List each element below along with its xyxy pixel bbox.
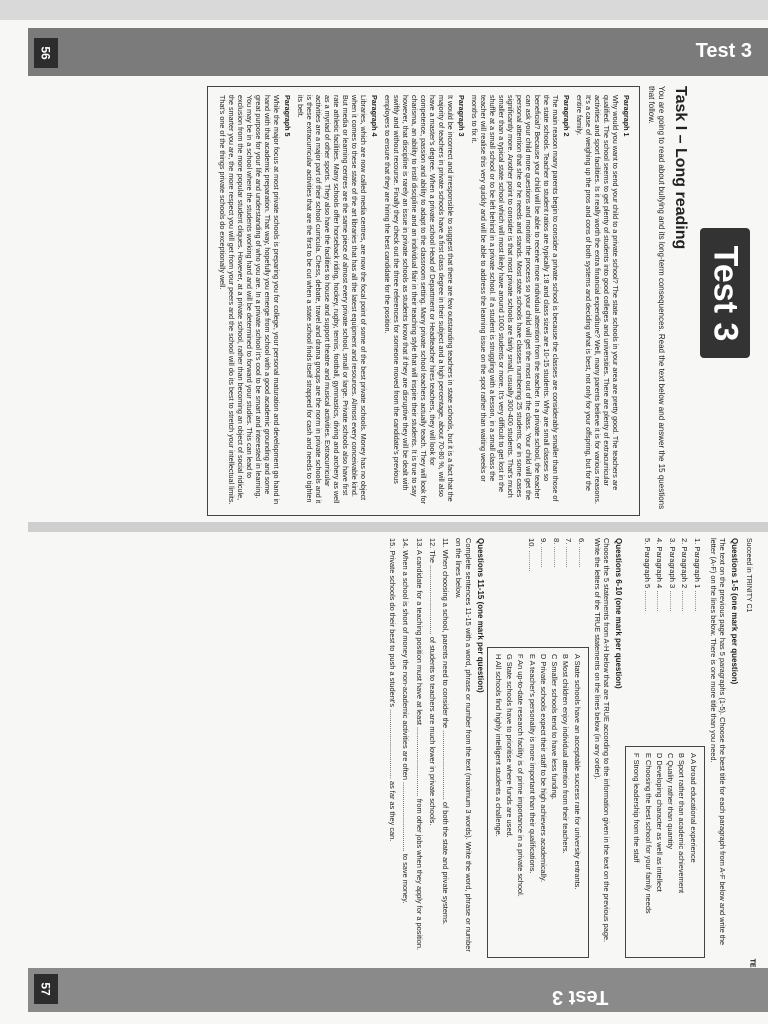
answer-line[interactable]: 2. Paragraph 2 .......... [680,538,690,612]
paragraph-text: While the major focus at most private schools is preparing you for college, your personal maturation and development go hand in hand with that academic preparation. That way, hopefully you emerge from school with a good academic grounding and some great purpose for your life and understanding of who you are. In a private school it's cool to be smart and interested in learning. You may be in a school where the students working hard and will be determined to forward your studies. This can lead to exclusion from the more popular student cliques. However, at a private school, rather than becoming an object of social ridicule, the smarter you are, the more respect you will get from your peers and the school will do its best to stretch your intellectual limits. That's one of the things private schools do exceptionally well. [218,95,281,505]
paragraph-text: The main reason many parents begin to consider a private school is because the classes are considerably smaller than those of the state schools. Teacher to student ratios are typically 1:8 and class sizes are 10-15 students. Why are small classes so beneficial? Because your child will be able to receive more individual attention from the teacher. In a private school, the teacher can ask your child more questions and monitor the process so your child will get the most out of the class. Your child will get the personal attention that she or he needs and stands. Most state schools have classes numbering 25 students, or in some cases significantly more. Another point to consider is that most private schools are fairly small, usually 300-400 students. That's much smaller than a typical state school which will most likely have around 1000 students or more. It's very difficult to get lost in the shuffle at a small school or to be left behind in a private school. If a student is struggling with a lesson, in a small class the teacher will realise this very quickly and will be able to address the learning issue on the spot rather than waiting weeks or months to fix it. [470,95,560,502]
answer-line[interactable]: 7. .......... [564,538,574,568]
answer-lines [625,538,705,736]
statement-item: F An up-to-date research facility is of prime importance in a private school. [516,654,526,897]
course-label: Succeed in TRINITY C1 [745,538,752,613]
questions-1-5-row [625,538,705,958]
questions-6-10-instructions: Choose the 5 statements from A-H below that are TRUE according to the information given in the text on the previous page. Write the letters of the TRUE statements on the lines below (in any order). [593,538,612,943]
answer-line[interactable]: 6. .......... [576,538,586,568]
answer-line[interactable]: 4. Paragraph 4 .......... [655,538,665,612]
questions-1-5-heading: Questions 1-5 (one mark per question) [730,538,740,685]
sentence-item[interactable]: 11. When choosing a school, parents need to consider the .................................. of both the state and private systems. [441,538,451,925]
questions-11-15-heading: Questions 11-15 (one mark per question) [475,538,485,693]
questions-6-10-row [487,538,589,958]
statement-item: G State schools have to prioritise where funds are used. [505,654,515,838]
statement-item: H All schools find highly intelligent students a challenge. [494,654,503,837]
option-item: C Quality rather than quantity [666,753,676,850]
paragraph-text: Why would you want to send your child to a private school? The state schools in your area are pretty good. The teachers are qualified. The school seems to get plenty of students into good colleges and universities. There are plenty of extracurricular activities and sport facilities. Is it really worth the extra financial expenditure? Well, many parents believe it is for various reasons. It's a case of weighing up the pros and cons of both systems and deciding what is best, not only for your offspring, but for the entire family. [575,95,620,504]
answer-lines [487,538,589,637]
statement-item: A State schools have an acceptable success rate for university entrants. [572,654,582,890]
questions-1-5-instructions: The text on the previous page has 5 paragraphs (1-5). Choose the best title for each paragraph from A-F below and write the letter (A-F) on the lines below. There is one more title than you need. [709,538,728,946]
questions-6-10-heading: Questions 6-10 (one mark per question) [614,538,624,689]
sentence-item[interactable]: 12. The .................................. of students to teachers are much lower in private schools. [428,538,437,826]
scan-edge [0,0,768,20]
header-title: Test 3 [695,40,752,62]
reading-page [90,86,690,516]
paragraph-title: Paragraph 4 [370,95,379,137]
answer-line[interactable]: 8. .......... [551,538,561,568]
footer-title: Test 3 [552,986,609,1008]
paragraph-title: Paragraph 3 [457,95,466,137]
task-title: Task I – Long reading [672,86,689,250]
paragraph-title: Paragraph 2 [562,95,571,137]
answer-line[interactable]: 10. .......... [526,538,536,572]
option-item: B Sport rather than academic achievement [677,753,687,894]
answer-line[interactable]: 3. Paragraph 3 .......... [667,538,677,612]
title-options-box [625,746,705,958]
option-item: F Strong leadership from the staff [632,753,642,863]
statement-item: B Most children enjoy individual attention from their teachers. [561,654,571,854]
questions-page [82,538,752,958]
statement-item: E A teacher's personality is more important than their qualifications. [527,654,537,874]
sentence-item[interactable]: 15. Private schools do their best to push a student's .................................. as far as they can. [388,538,398,842]
sentence-item[interactable]: 14. When a school is short of money the non-academic activities are often .................................. to save money. [401,538,411,904]
test-badge: Test 3 [700,228,750,358]
paragraph-text: It would be incorrect and irresponsible to suggest that there are few outstanding teachers in state schools, but it is a fact that the majority of teachers in private schools have a first class degree in their subject and a high percentage, about 70-80 %, will also have a master's degree. When a private school Head of Department or Headteacher hires teachers, they will look for competence, passion and ability to adapt to the classroom setting. Many private school teachers actually teach. They will look for charisma, an ability to instil discipline and an individual flair in their teaching style that will inspire their students. It is true to say however, that discipline is rarely an issue in private schools as students know that if they are disruptive they will be dealt with swiftly and without recourse. Finally they check out the three references for someone moved from the candidate's previous employers to ensure that they are hiring the best candidate for the position. [383,95,455,504]
statement-item: D Private schools expect their staff to be high achievers academically. [539,654,548,883]
answer-line[interactable]: 9. .......... [539,538,549,568]
statements-box [487,647,589,958]
task-intro: You are going to read about bullying and its long-term consequences. Read the text below and answer the 15 questions that follow. [647,86,666,510]
paragraph-title: Paragraph 5 [283,95,292,137]
page-number-right: 57 [34,974,58,1004]
paragraph-text: Libraries, which are now called media centres, are now the focal point of some of the best private schools. Money has no object when it comes to these state of the art libraries that has all the latest equipment and resources. Almost every conceivable kind. But media or learning centres are the same piece of almost every private school, small or large. Private schools also have first rate athletic facilities. Many schools offer horseback riding, hockey, rugby, tennis, football, gymnastics, diving and archery as well as a myriad of other sports. They also have the facilities to house and support theatre and musical activities. Extracurricular activities are a major part of their school curricula. Chess, debate, travel and drama groups are the norm in private schools and it is these extracurricular activities that are the first to be cut when a state school finds itself strapped for cash and needs to tighten its belt. [296,95,368,504]
statement-item: C Smaller schools tend to have less funding. [550,654,560,800]
option-item: D Developing character as well as intellect [655,753,664,892]
reading-text-box [207,86,640,516]
page-number-left: 56 [34,38,58,68]
answer-line[interactable]: 5. Paragraph 5 .......... [642,538,652,612]
option-item: E Choosing the best school for your family needs [643,753,653,914]
option-item: A A broad educational experience [688,753,698,863]
answer-line[interactable]: 1. Paragraph 1 .......... [692,538,702,612]
sentence-item[interactable]: 13. A candidate for a teaching position must have at least .................................. from other jobs when they apply for a position. [414,538,424,951]
questions-11-15-instructions: Complete sentences 11-15 with a word, phrase or number from the text (maximum 3 words). Write the word, phrase or number on the lines below. [454,538,473,952]
paragraph-title: Paragraph 1 [622,95,631,137]
page-binding [28,522,768,532]
